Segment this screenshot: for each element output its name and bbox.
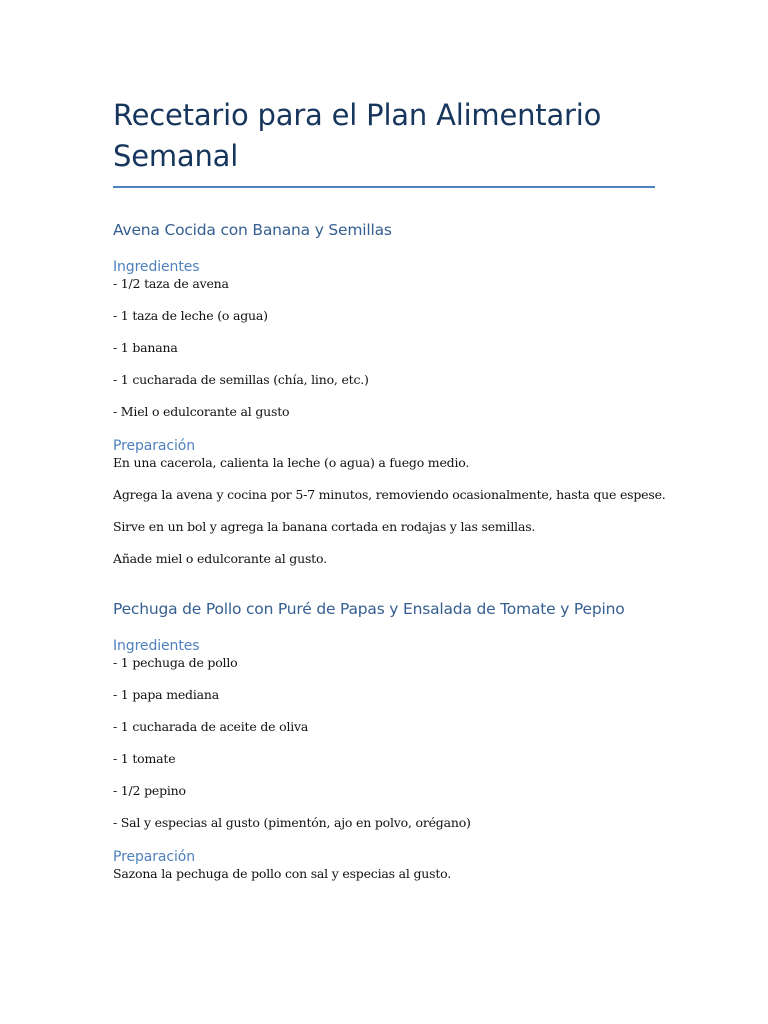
recipe-title: Avena Cocida con Banana y Semillas <box>113 221 392 239</box>
preparation-heading: Preparación <box>113 849 195 865</box>
title-underline-divider <box>113 186 655 188</box>
ingredient-item: - 1/2 pepino <box>113 783 186 798</box>
recipe-section-pollo <box>113 599 655 882</box>
ingredients-list <box>113 655 655 831</box>
recipe-section-avena <box>113 220 666 567</box>
preparation-steps <box>113 455 666 567</box>
ingredient-item: - 1/2 taza de avena <box>113 276 229 291</box>
ingredient-item: - 1 cucharada de semillas (chía, lino, etc.) <box>113 372 369 387</box>
preparation-step: Sirve en un bol y agrega la banana cortada en rodajas y las semillas. <box>113 519 536 534</box>
preparation-step: Agrega la avena y cocina por 5-7 minutos, removiendo ocasionalmente, hasta que espese. <box>113 487 666 502</box>
ingredient-item: - 1 taza de leche (o agua) <box>113 308 268 323</box>
ingredients-heading: Ingredientes <box>113 638 200 654</box>
ingredients-heading: Ingredientes <box>113 259 200 275</box>
ingredient-item: - Sal y especias al gusto (pimentón, ajo en polvo, orégano) <box>113 815 471 830</box>
document-title: Recetario para el Plan Alimentario Semanal <box>113 98 602 173</box>
preparation-step: Sazona la pechuga de pollo con sal y especias al gusto. <box>113 866 452 881</box>
recipe-title: Pechuga de Pollo con Puré de Papas y Ensalada de Tomate y Pepino <box>113 600 625 618</box>
ingredients-list <box>113 276 655 420</box>
preparation-heading: Preparación <box>113 438 195 454</box>
ingredient-item: - 1 cucharada de aceite de oliva <box>113 719 309 734</box>
document-page <box>113 0 666 882</box>
ingredient-item: - 1 banana <box>113 340 178 355</box>
preparation-steps <box>113 866 655 882</box>
ingredient-item: - Miel o edulcorante al gusto <box>113 404 290 419</box>
ingredient-item: - 1 tomate <box>113 751 176 766</box>
ingredient-item: - 1 pechuga de pollo <box>113 655 238 670</box>
ingredient-item: - 1 papa mediana <box>113 687 220 702</box>
preparation-step: En una cacerola, calienta la leche (o agua) a fuego medio. <box>113 455 470 470</box>
preparation-step: Añade miel o edulcorante al gusto. <box>113 551 327 566</box>
